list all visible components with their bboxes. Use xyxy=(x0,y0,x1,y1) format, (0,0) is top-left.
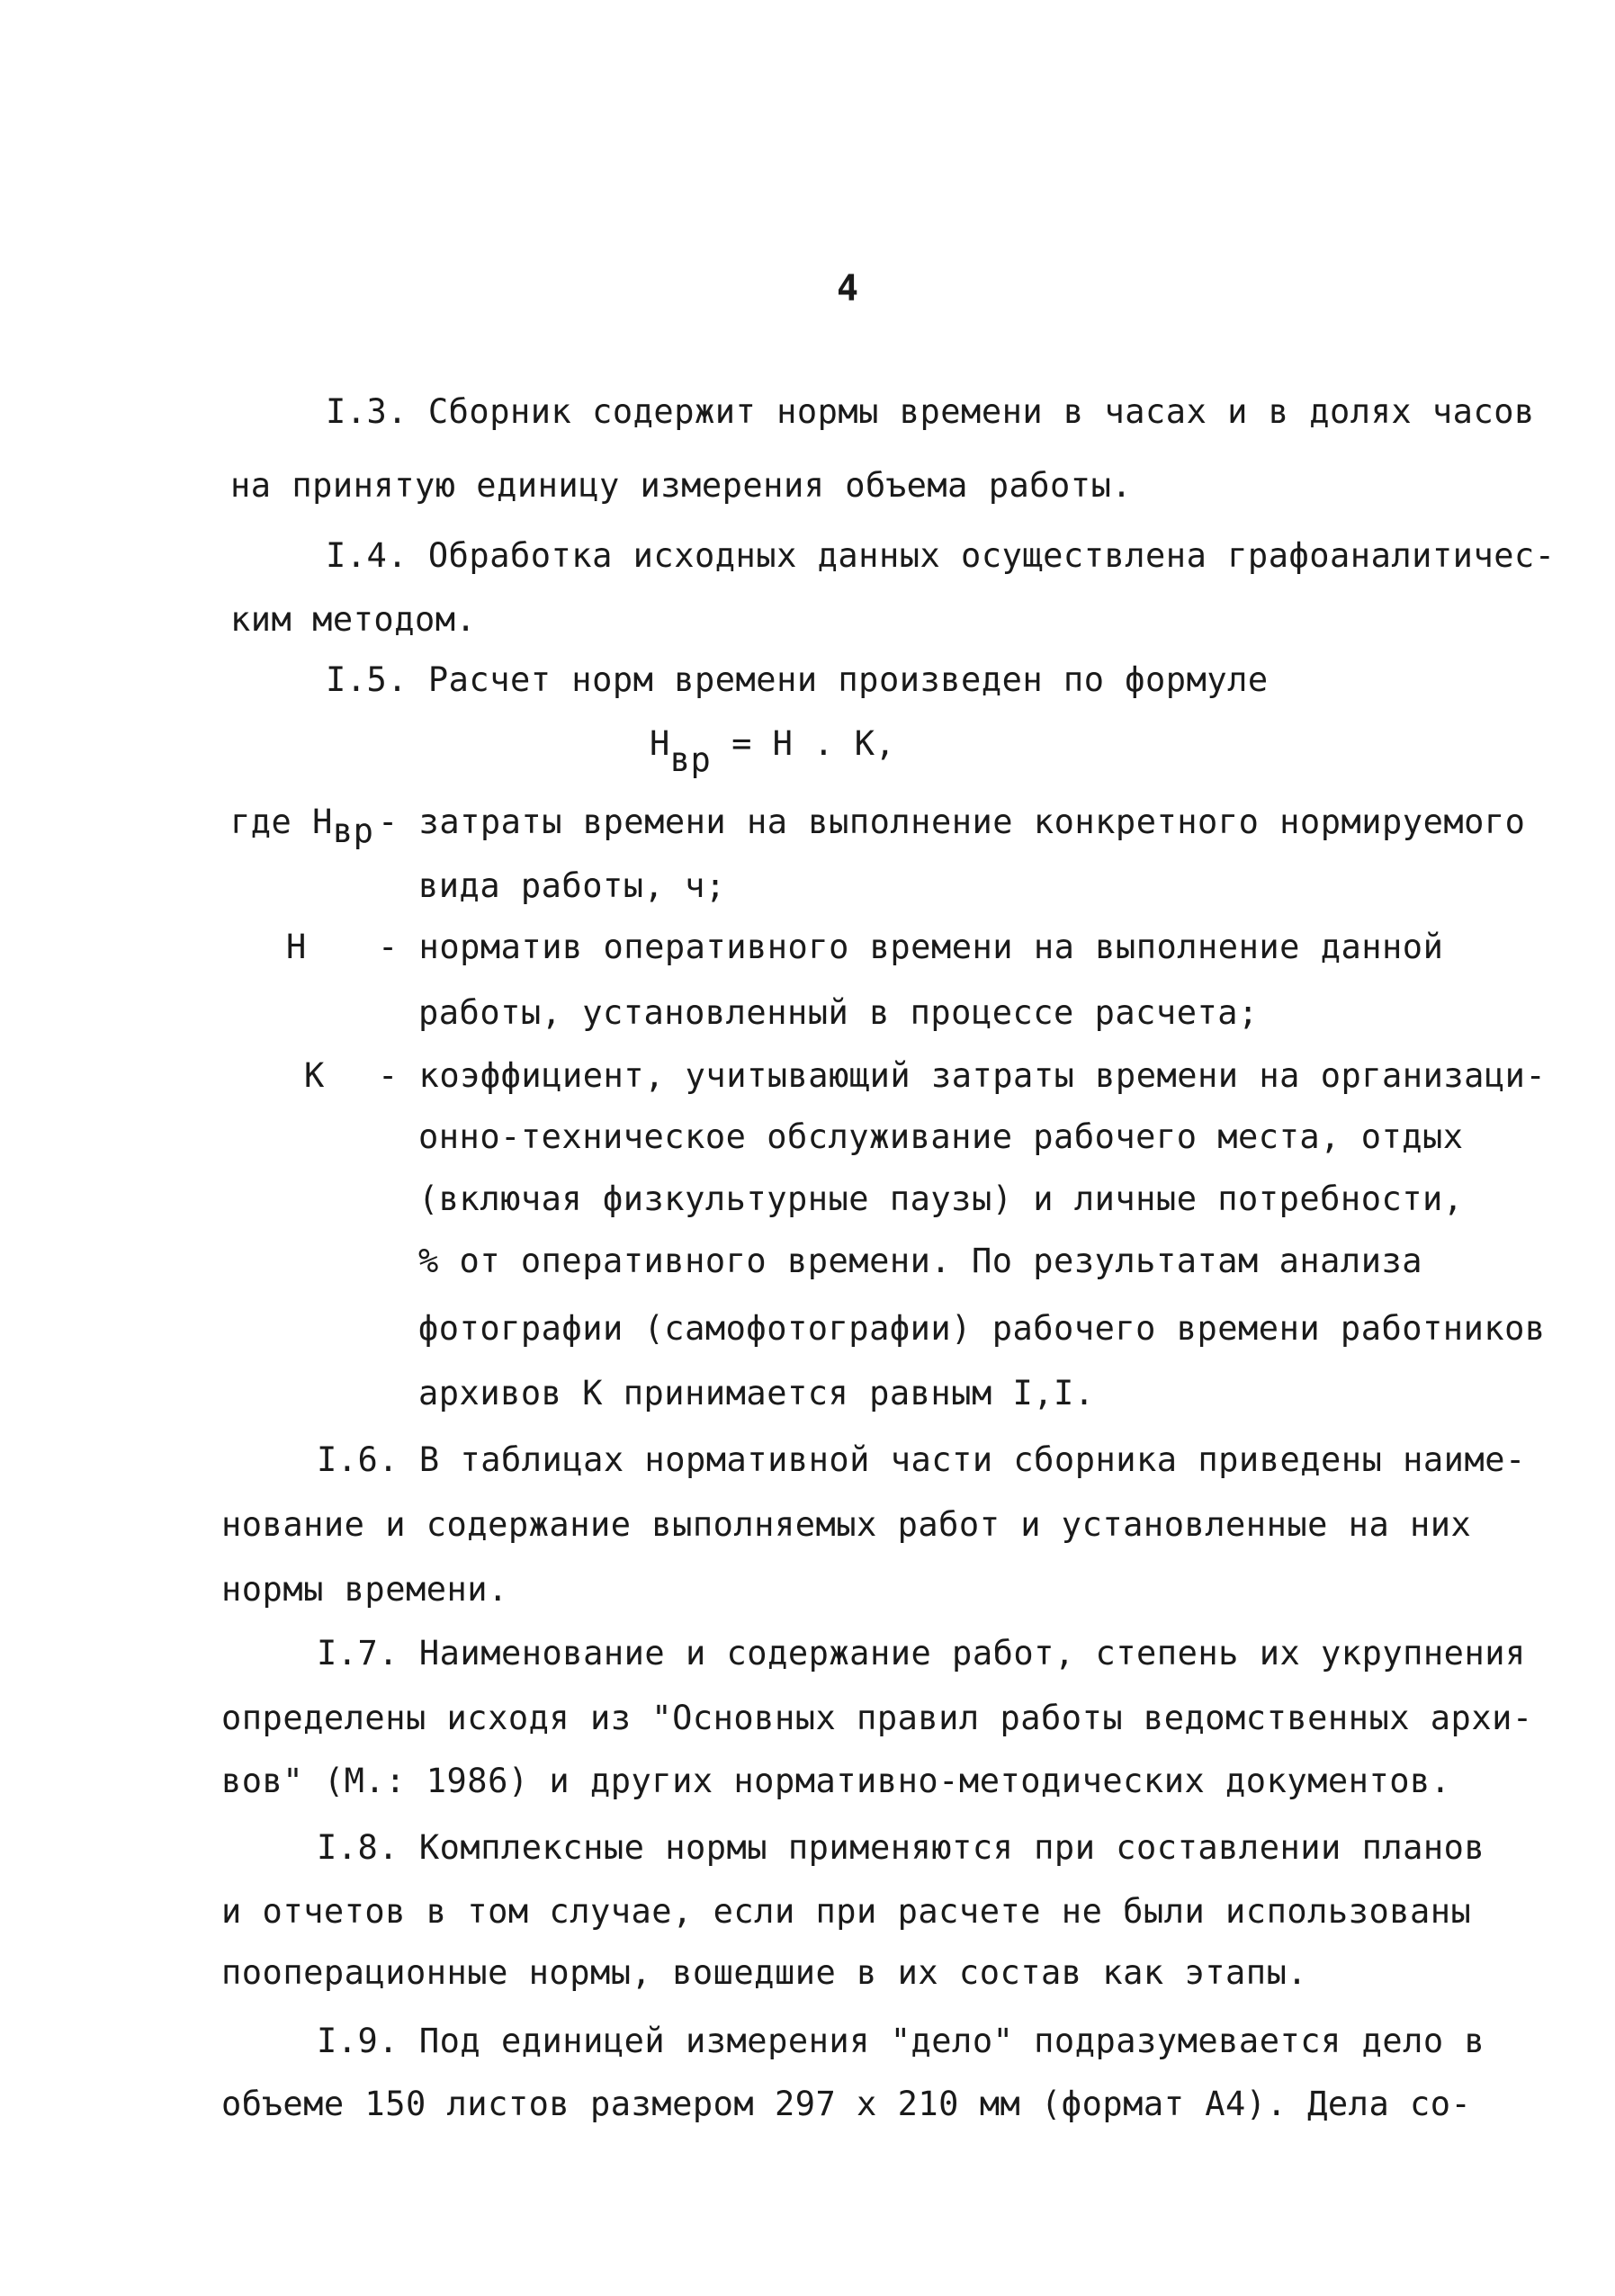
paragraph-1-3-line-2: на принятую единицу измерения объема работы. xyxy=(230,466,1133,505)
definition-hvr-subscript: вр xyxy=(332,812,374,850)
paragraph-1-4-line-1: I.4. Обработка исходных данных осуществлена графоаналитичес- xyxy=(326,536,1556,575)
definition-k-line-6: архивов К принимается равным I,I. xyxy=(418,1374,1095,1413)
paragraph-1-8-line-1: I.8. Комплексные нормы применяются при составлении планов xyxy=(317,1828,1485,1867)
definition-h-symbol: Н xyxy=(286,928,307,966)
definition-k-symbol: К xyxy=(304,1056,325,1095)
paragraph-1-8-line-2: и отчетов в том случае, если при расчете не были использованы xyxy=(221,1892,1472,1931)
paragraph-1-4-line-2: ким методом. xyxy=(230,600,477,639)
paragraph-1-6-line-3: нормы времени. xyxy=(221,1570,508,1609)
formula xyxy=(650,722,896,779)
paragraph-1-9-line-2: объеме 150 листов размером 297 х 210 мм (формат А4). Дела со- xyxy=(221,2085,1472,2123)
paragraph-1-5-line-1: I.5. Расчет норм времени произведен по формуле xyxy=(326,660,1269,699)
definition-hvr-label: где Н xyxy=(230,803,333,841)
paragraph-1-9-line-1: I.9. Под единицей измерения "дело" подразумевается дело в xyxy=(317,2022,1485,2060)
definition-k-line-4: % от оперативного времени. По результатам анализа xyxy=(418,1242,1423,1280)
paragraph-1-7-line-3: вов" (М.: 1986) и других нормативно-методических документов. xyxy=(221,1762,1451,1800)
formula-subscript: вр xyxy=(669,740,712,779)
page-number: 4 xyxy=(837,268,859,309)
definition-h-line-2: работы, установленный в процессе расчета; xyxy=(418,993,1259,1032)
definition-hvr-line-1: - затраты времени на выполнение конкретного нормируемого xyxy=(378,803,1526,841)
formula-symbol-h: Н xyxy=(650,724,670,763)
paragraph-1-7-line-1: I.7. Наименование и содержание работ, степень их укрупнения xyxy=(317,1634,1526,1673)
definition-hvr-lead xyxy=(230,800,374,850)
definition-k-line-1: - коэффициент, учитывающий затраты времени на организаци- xyxy=(378,1056,1547,1095)
paragraph-1-6-line-2: нование и содержание выполняемых работ и установленные на них xyxy=(221,1505,1472,1544)
formula-rhs: = Н . К, xyxy=(731,724,896,763)
definition-k-line-5: фотографии (самофотографии) рабочего времени работников xyxy=(418,1309,1546,1348)
paragraph-1-3-line-1: I.3. Сборник содержит нормы времени в часах и в долях часов xyxy=(326,392,1535,431)
definition-h-line-1: - норматив оперативного времени на выполнение данной xyxy=(378,928,1444,966)
paragraph-1-6-line-1: I.6. В таблицах нормативной части сборника приведены наиме- xyxy=(317,1440,1526,1479)
paragraph-1-7-line-2: определены исходя из "Основных правил работы ведомственных архи- xyxy=(221,1699,1533,1737)
paragraph-1-8-line-3: пооперационные нормы, вошедшие в их состав как этапы. xyxy=(221,1953,1308,1992)
definition-k-line-3: (включая физкультурные паузы) и личные потребности, xyxy=(418,1179,1464,1218)
definition-k-line-2: онно-техническое обслуживание рабочего места, отдых xyxy=(418,1117,1464,1156)
definition-hvr-line-2: вида работы, ч; xyxy=(418,866,726,905)
